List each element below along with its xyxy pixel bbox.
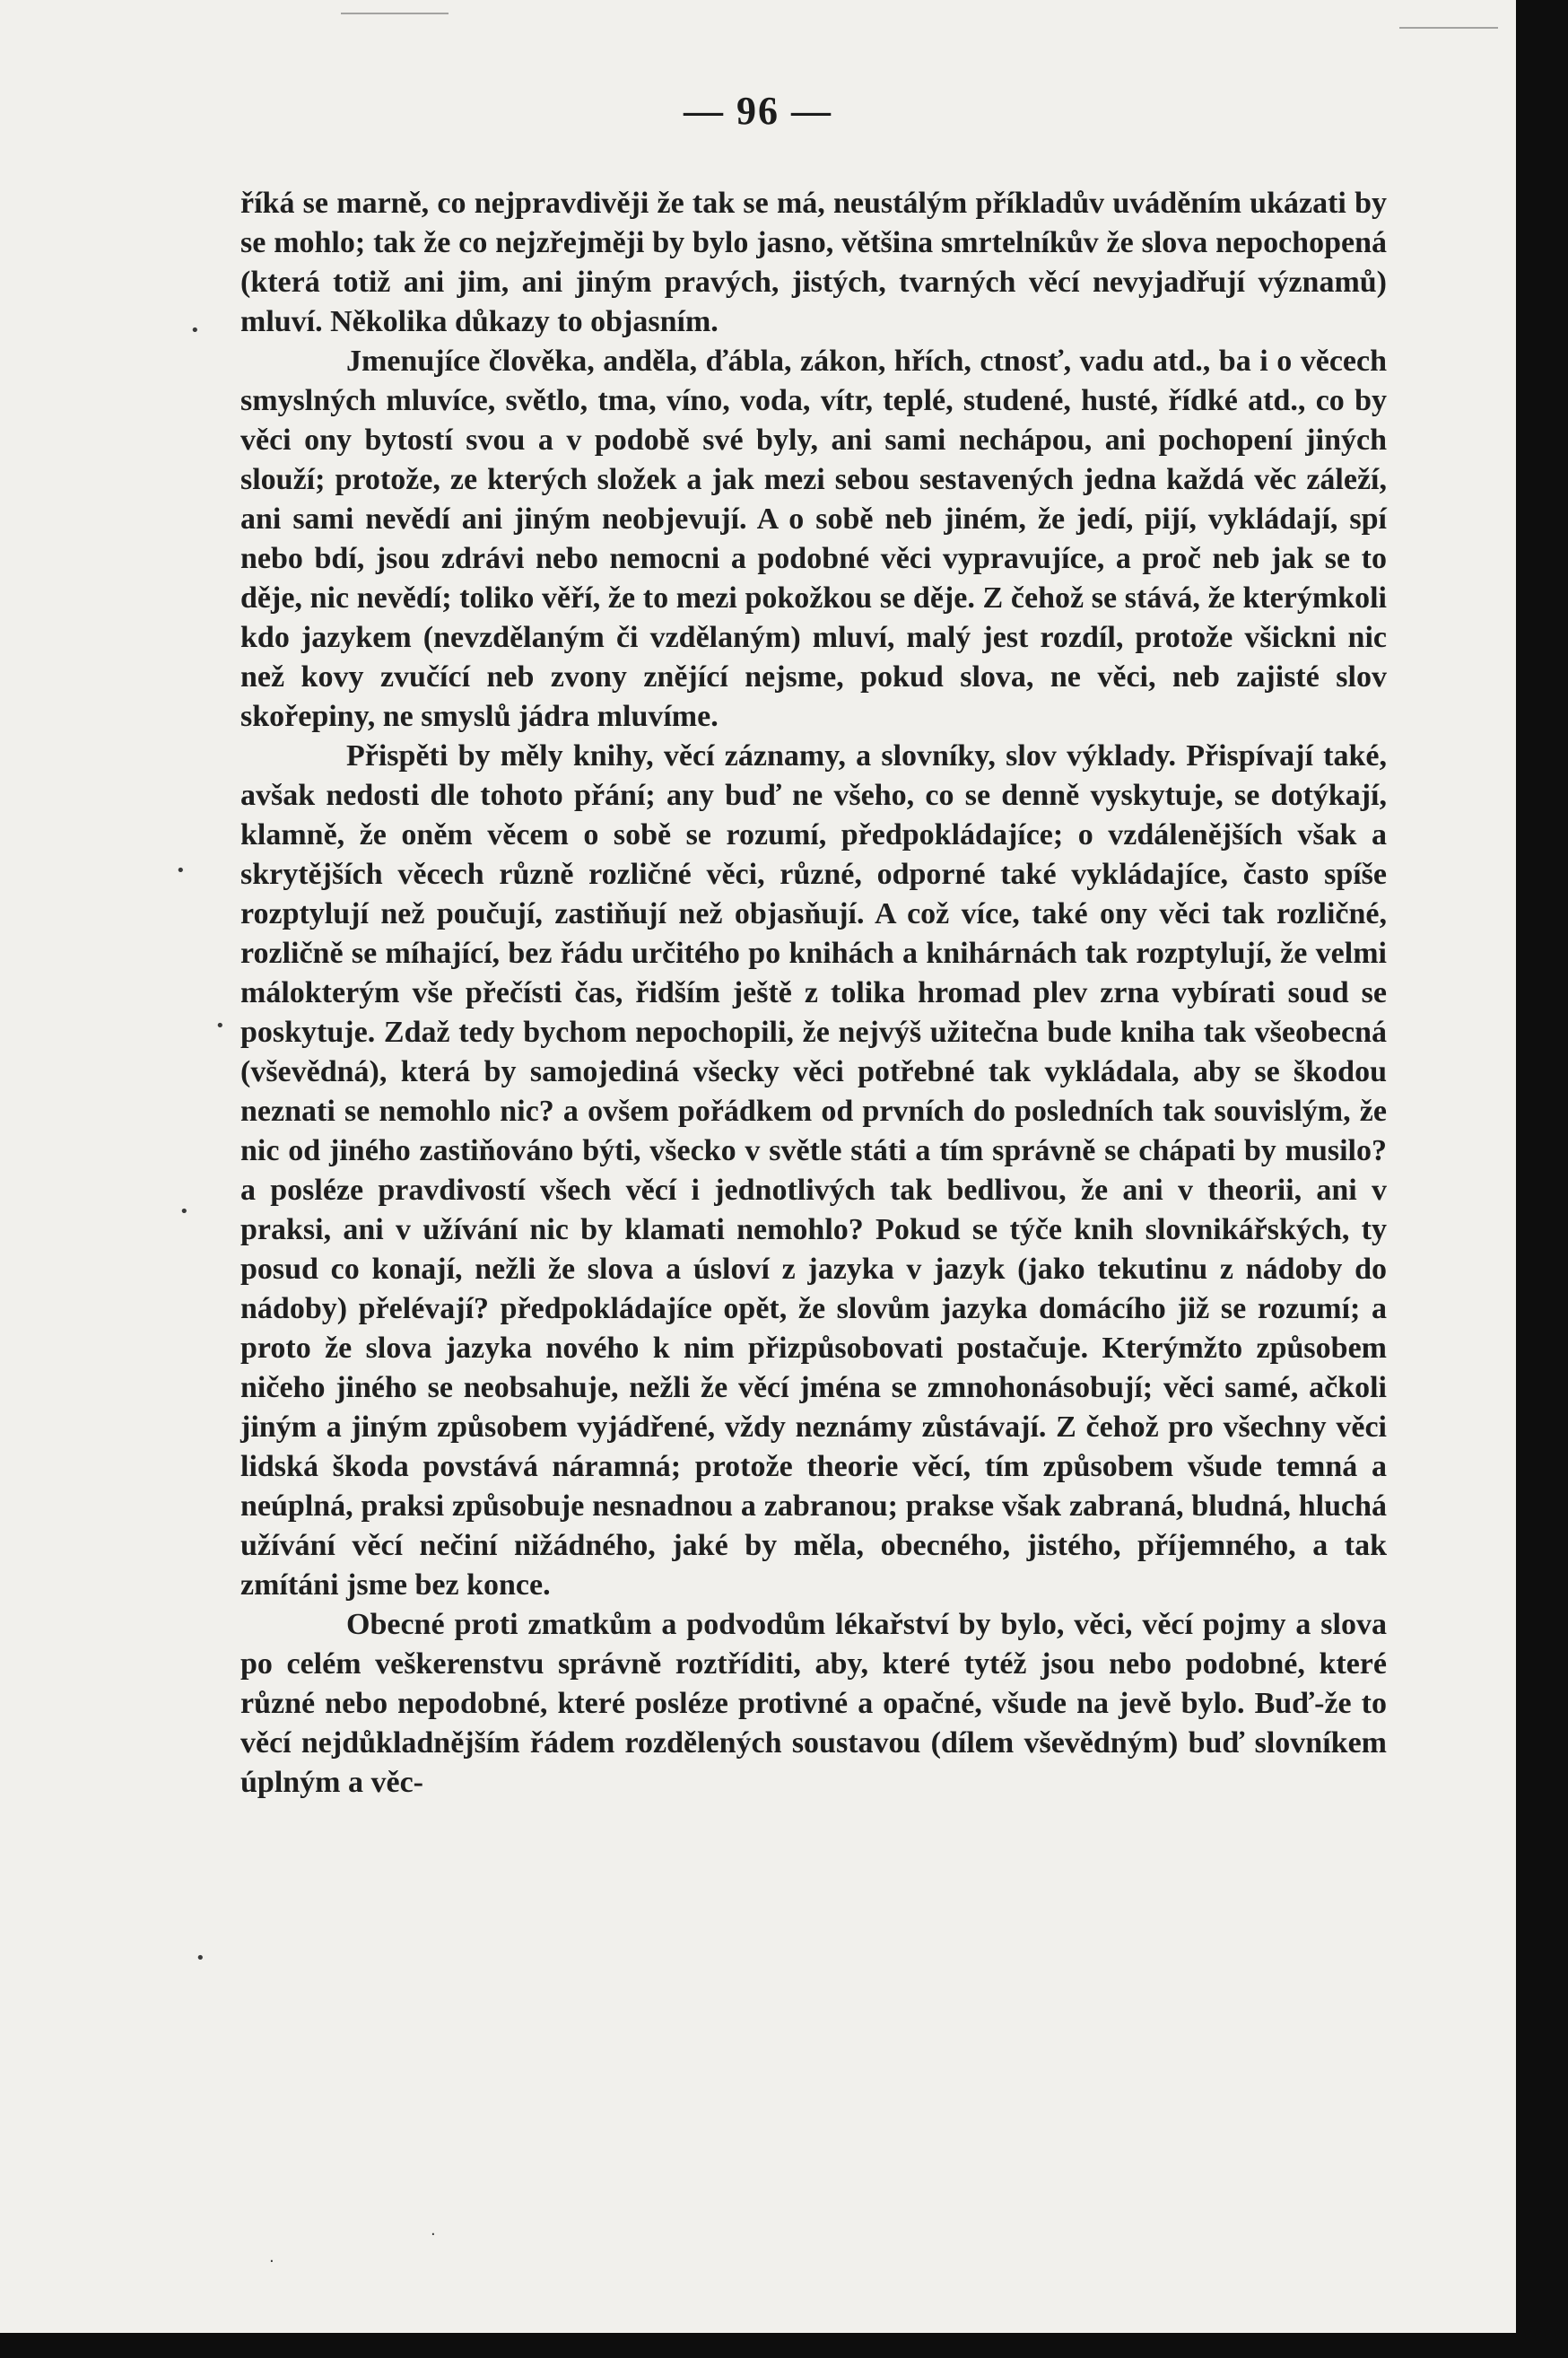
- scan-dark-edge-right: [1516, 0, 1568, 2358]
- paragraph-4: Obecné proti zmatkům a podvodům lékařství by bylo, věci, věcí pojmy a slova po celém veškerenstvu správně roztříditi, aby, které tytéž jsou nebo podobné, které různé nebo nepodobné, které posléze protivné a opačné, všude na jevě bylo. Buď-že to věcí nejdůkladnějším řádem rozdělených soustavou (dílem vševědným) buď slovníkem úplným a věc-: [240, 1608, 1387, 1799]
- paragraph-3: Přispěti by měly knihy, věcí záznamy, a slovníky, slov výklady. Přispívají také, avšak nedosti dle tohoto přání; any buď ne všeho, co se denně vyskytuje, se dotýkají, klamně, že oněm věcem o sobě se rozumí, předpokládajíce; o vzdálenějších však a skrytějších věcech různě rozličné věci, různé, odporné také vykládajíce, často spíše rozptylují než poučují, zastiňují než objasňují. A což více, také ony věci tak rozličné, rozličně se míhající, bez řádu určitého po knihách a knihárnách tak rozptylují, že velmi málokterým vše přečísti čas, řidším ještě z tolika hromad plev zrna vybírati soud se poskytuje. Zdaž tedy bychom nepochopili, že nejvýš užitečna bude kniha tak všeobecná (vševědná), která by samojediná všecky věci potřebné tak vykládala, aby se škodou neznati se nemohlo nic? a ovšem pořádkem od prvních do posledních tak souvislým, že nic od jiného zastiňováno býti, všecko v světle státi a tím správně se chápati by musilo? a posléze pravdivostí všech věcí i jednotlivých tak bedlivou, že ani v theorii, ani v praksi, ani v užívání nic by klamati nemohlo? Pokud se týče knih slovnikářských, ty posud co konají, nežli že slova a úsloví z jazyka v jazyk (jako tekutinu z nádoby do nádoby) přelévají? předpokládajíce opět, že slovům jazyka domácího již se rozumí; a proto že slova jazyka nového k nim přizpůsobovati postačuje. Kterýmžto způsobem ničeho jiného se neobsahuje, nežli že věcí jména se zmnohonásobují; věci samé, ačkoli jiným a jiným způsobem vyjádřené, vždy neznámy zůstávají. Z čehož pro všechny věci lidská škoda povstává náramná; protože theorie věcí, tím způsobem všude temná a neúplná, praksi způsobuje nesnadnou a zabranou; prakse však zabraná, bludná, hluchá užívání věcí nečiní nižádného, jaké by měla, obecného, jistého, příjemného, a tak zmítáni jsme bez konce.: [240, 739, 1387, 1602]
- scan-speck: •: [190, 321, 200, 340]
- scan-speck: •: [176, 861, 186, 880]
- scan-speck: •: [196, 1949, 205, 1968]
- paragraph-1: říká se marně, co nejpravdivěji že tak se má, neustálým příkladův uváděním ukázati by se mohlo; tak že co nejzřejměji by bylo jasno, většina smrtelníkův že slova nepochopená (která totiž ani jim, ani jiným pravých, jistých, tvarných věcí nevyjadřují významů) mluví. Několika důkazy to objasním.: [240, 187, 1387, 338]
- scan-speck: ·: [431, 2225, 436, 2244]
- scan-speck: •: [179, 1202, 189, 1221]
- paragraph-2: Jmenujíce člověka, anděla, ďábla, zákon, hřích, ctnosť, vadu atd., ba i o věcech smyslných mluvíce, světlo, tma, víno, voda, vítr, teplé, studené, husté, řídké atd., co by věci ony bytostí svou a v podobě své byly, ani sami nechápou, ani pochopení jiných slouží; protože, ze kterých složek a jak mezi sebou sestavených jedna každá věc záleží, ani sami nevědí ani jiným neobjevují. A o sobě neb jiném, že jedí, pijí, vykládají, spí nebo bdí, jsou zdrávi nebo nemocni a podobné věci vypravujíce, a proč neb jak se to děje, nic nevědí; toliko věří, že to mezi pokožkou se děje. Z čehož se stává, že kterýmkoli kdo jazykem (nevzdělaným či vzdělaným) mluví, malý jest rozdíl, protože všickni nic než kovy zvučící neb zvony znějící nejsme, pokud slova, ne věci, neb zajisté slov skořepiny, ne smyslů jádra mluvíme.: [240, 345, 1387, 733]
- body-text: [240, 184, 1387, 1803]
- page-number: — 96 —: [684, 89, 832, 133]
- scan-dark-edge-bottom: [0, 2333, 1568, 2358]
- scan-scratch-top: [341, 13, 449, 14]
- scan-scratch-top-right: [1399, 27, 1498, 29]
- scan-speck: •: [215, 1017, 225, 1035]
- scan-speck: ·: [269, 2252, 274, 2271]
